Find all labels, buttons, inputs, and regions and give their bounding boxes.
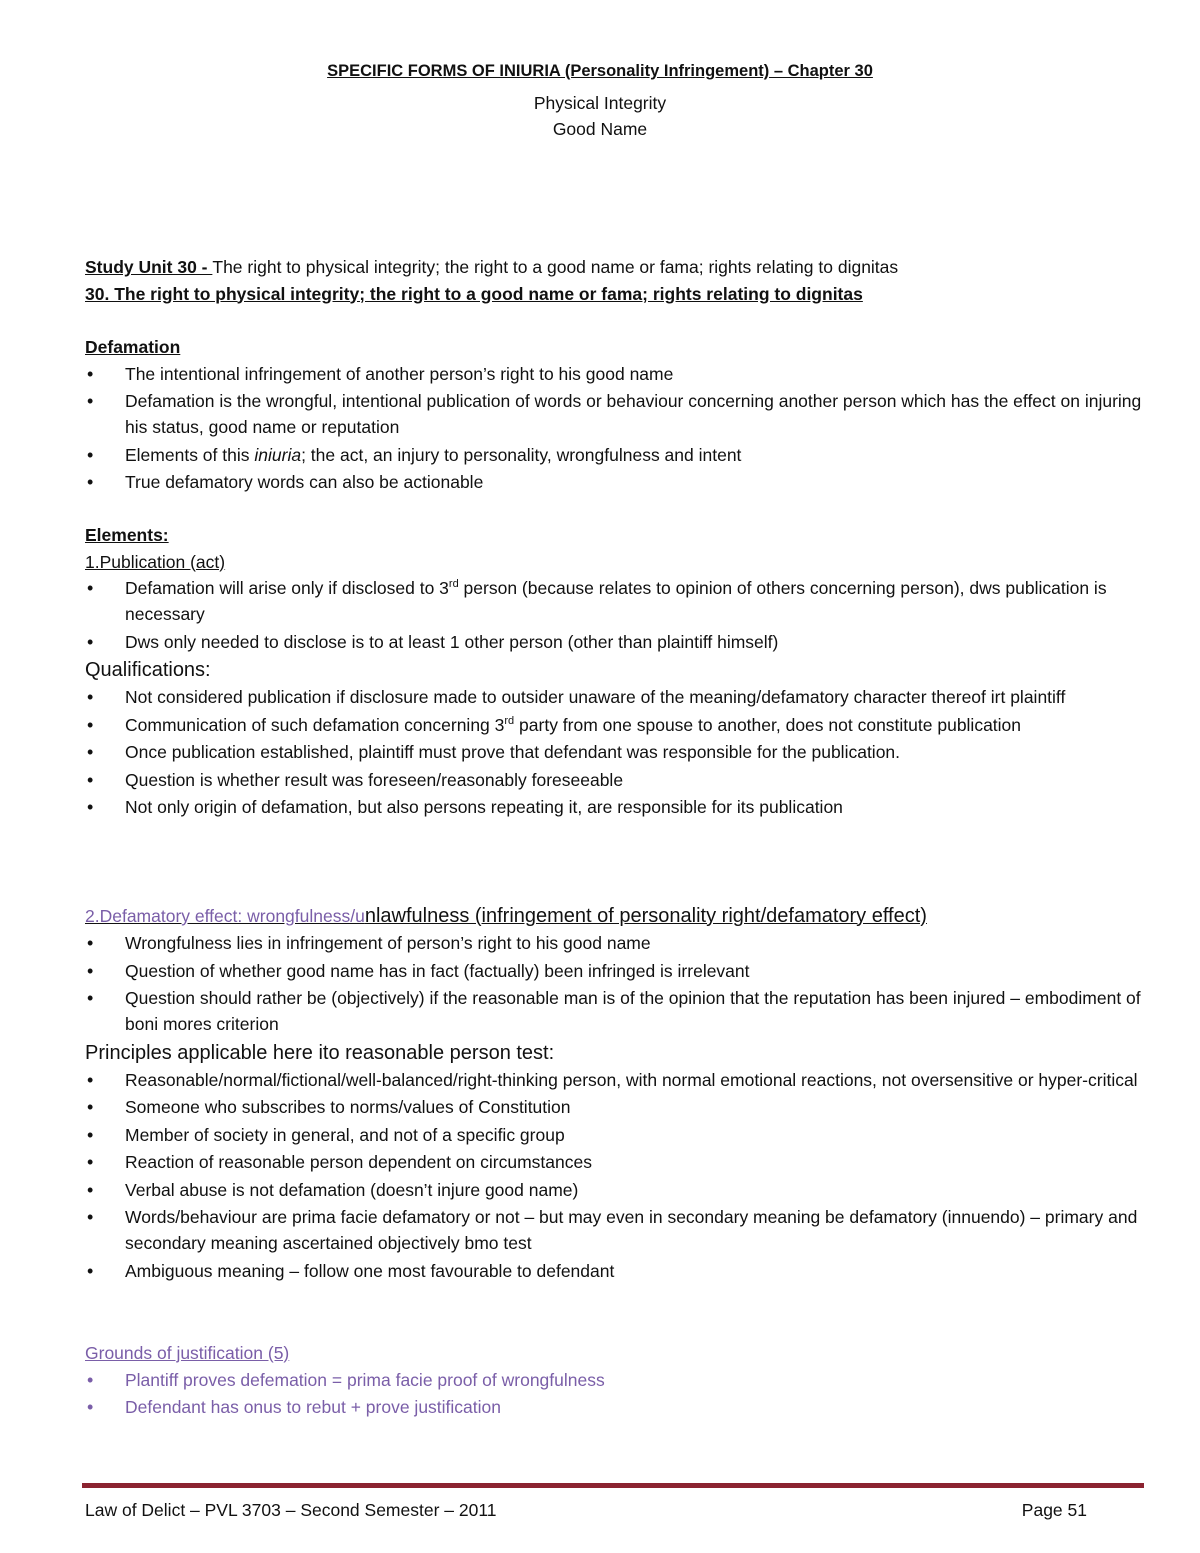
- principles-heading-text: Principles applicable here ito reasonable person test: [85, 1041, 549, 1064]
- defamation-section: [85, 334, 1145, 497]
- list-item-text: Elements of this: [125, 444, 255, 465]
- defamation-heading: Defamation: [85, 337, 181, 357]
- list-item: • True defamatory words can also be actionable: [85, 469, 1145, 495]
- principles-heading-colon: :: [548, 1041, 555, 1064]
- superscript: rd: [448, 578, 459, 591]
- page-subtitle-physical-integrity: Physical Integrity: [533, 93, 667, 113]
- list-item-text: Defamation will arise only if disclosed to 3: [125, 578, 449, 598]
- wrongfulness-heading: [85, 902, 1145, 930]
- list-item: [85, 712, 1145, 738]
- study-unit-text: The right to physical integrity; the right to a good name or fama; rights relating to dignitas: [212, 257, 899, 277]
- list-item: [85, 575, 1145, 627]
- study-unit-section: [85, 254, 1145, 307]
- principles-heading: [85, 1039, 1145, 1067]
- list-item: • Someone who subscribes to norms/values of Constitution: [85, 1094, 1145, 1120]
- wrongfulness-list: [85, 930, 1145, 1037]
- justification-section: [85, 1340, 1145, 1422]
- wrongfulness-heading-accent: 2.Defamatory effect: wrongfulness/u: [85, 906, 365, 926]
- list-item: • Defendant has onus to rebut + prove justification: [85, 1394, 1145, 1420]
- list-item: • Once publication established, plaintiff must prove that defendant was responsible for the publication.: [85, 739, 1145, 765]
- justification-list: [85, 1367, 1145, 1421]
- list-item: • Defamation is the wrongful, intentional publication of words or behaviour concerning another person which has the effect on injuring his status, good name or reputation: [85, 388, 1145, 440]
- list-item: • Question is whether result was foreseen/reasonably foreseeable: [85, 767, 1145, 793]
- justification-heading: Grounds of justification (5): [85, 1343, 290, 1363]
- wrongfulness-section: [85, 902, 1145, 1285]
- list-item: • Question of whether good name has in fact (factually) been infringed is irrelevant: [85, 958, 1145, 984]
- list-item-text: ; the act, an injury to personality, wrongfulness and intent: [301, 444, 742, 465]
- list-item: • The intentional infringement of another person’s right to his good name: [85, 361, 1145, 387]
- study-unit-heading: 30. The right to physical integrity; the right to a good name or fama; rights relating to dignitas: [85, 283, 863, 304]
- list-item: [85, 442, 1145, 468]
- page-subtitle-good-name: Good Name: [552, 119, 648, 139]
- page-title: SPECIFIC FORMS OF INIURIA (Personality Infringement) – Chapter 30: [327, 62, 873, 80]
- list-item: • Wrongfulness lies in infringement of person’s right to his good name: [85, 930, 1145, 956]
- superscript: rd: [504, 714, 515, 727]
- elements-heading: Elements:: [85, 525, 169, 545]
- list-item: • Member of society in general, and not of a specific group: [85, 1122, 1145, 1148]
- footer-page-number: Page 51: [1021, 1500, 1087, 1520]
- list-item: • Ambiguous meaning – follow one most favourable to defendant: [85, 1258, 1145, 1284]
- list-item: • Plantiff proves defemation = prima facie proof of wrongfulness: [85, 1367, 1145, 1393]
- list-item-italic: iniuria: [254, 444, 302, 465]
- elements-section: [85, 522, 1145, 822]
- list-item: • Reasonable/normal/fictional/well-balanced/right-thinking person, with normal emotional reactions, not oversensitive or hyper-critical: [85, 1067, 1145, 1093]
- study-unit-line: [85, 254, 1145, 281]
- list-item: • Verbal abuse is not defamation (doesn’t injure good name): [85, 1177, 1145, 1203]
- list-item-text: Communication of such defamation concerning 3: [125, 714, 505, 735]
- list-item: • Dws only needed to disclose is to at least 1 other person (other than plaintiff himself): [85, 629, 1145, 655]
- footer-course: Law of Delict – PVL 3703 – Second Semester – 2011: [85, 1500, 497, 1520]
- list-item-text: person (because relates to opinion of others concerning person), dws publication is necessary: [125, 578, 1107, 624]
- qualifications-heading: Qualifications:: [85, 659, 211, 681]
- defamation-list: [85, 361, 1145, 496]
- list-item: • Not only origin of defamation, but also persons repeating it, are responsible for its publication: [85, 794, 1145, 820]
- publication-list: [85, 575, 1145, 655]
- list-item-text: party from one spouse to another, does not constitute publication: [514, 714, 1022, 735]
- list-item: • Words/behaviour are prima facie defamatory or not – but may even in secondary meaning be defamatory (innuendo) – primary and secondary meaning ascertained objectively bmo test: [85, 1204, 1145, 1256]
- publication-heading: 1.Publication (act): [85, 551, 226, 572]
- list-item: • Question should rather be (objectively) if the reasonable man is of the opinion that the reputation has been injured – embodiment of boni mores criterion: [85, 985, 1145, 1037]
- wrongfulness-heading-rest: nlawfulness (infringement of personality right/defamatory effect): [364, 905, 927, 927]
- study-unit-label: Study Unit 30 -: [85, 257, 213, 277]
- list-item: • Reaction of reasonable person dependent on circumstances: [85, 1149, 1145, 1175]
- qualifications-list: [85, 684, 1145, 820]
- footer-divider: [82, 1483, 1144, 1488]
- principles-list: [85, 1067, 1145, 1284]
- list-item: • Not considered publication if disclosure made to outsider unaware of the meaning/defamatory character thereof irt plaintiff: [85, 684, 1145, 710]
